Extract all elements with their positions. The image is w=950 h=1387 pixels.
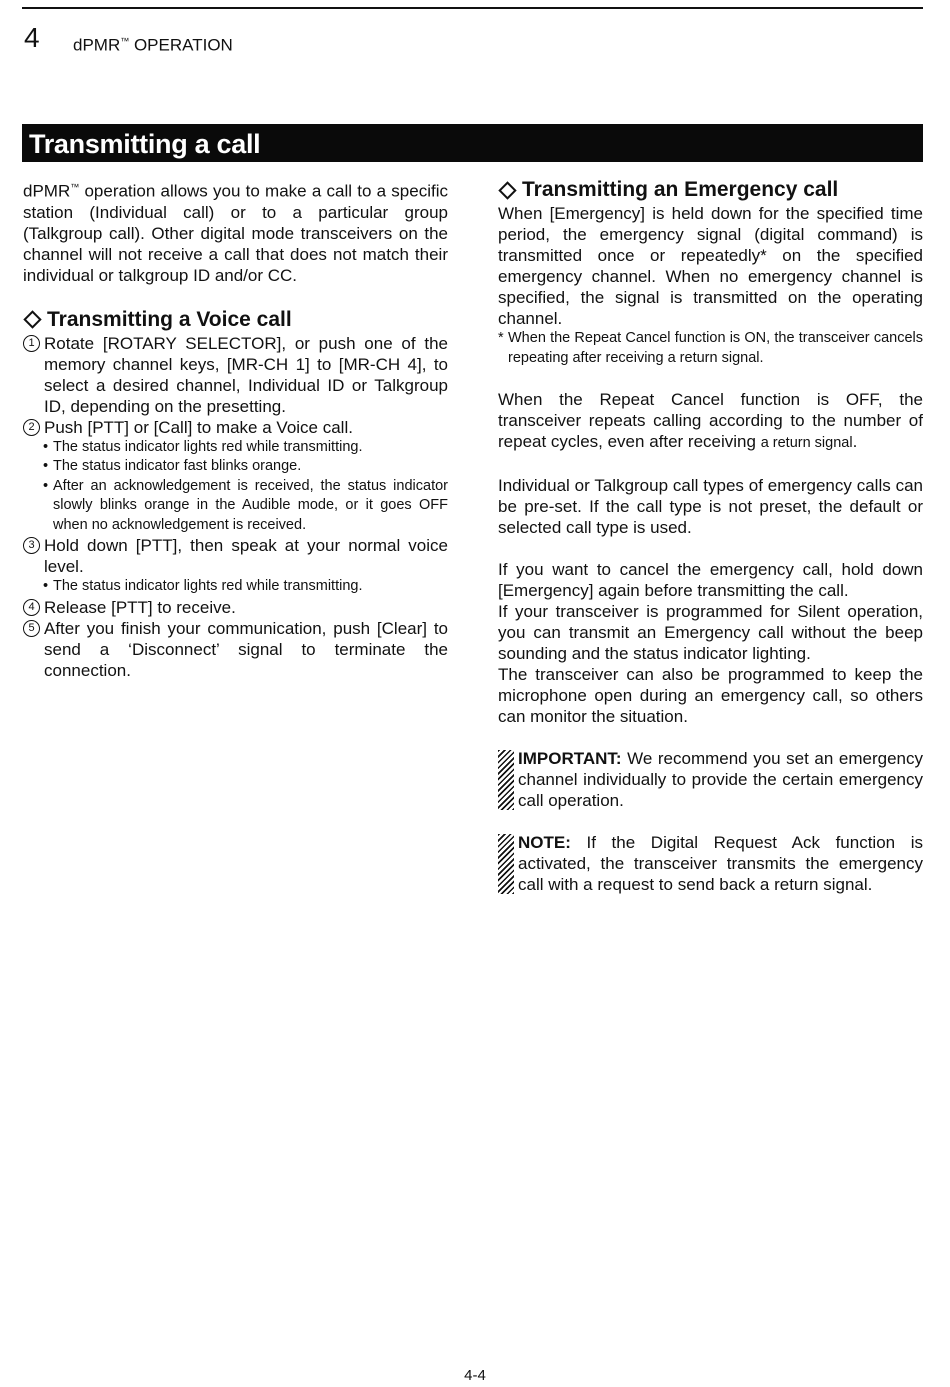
emergency-paragraph-4: If you want to cancel the emergency call, hold down [Emergency] again before transmitting the call. (498, 560, 923, 600)
step-3: 3 Hold down [PTT], then speak at your normal voice level. (23, 535, 448, 577)
emergency-paragraph-3: Individual or Talkgroup call types of emergency calls can be pre-set. If the call type is not preset, the default or selected call type is used. (498, 476, 923, 537)
hatch-icon (498, 750, 514, 810)
step-number-icon: 4 (23, 599, 40, 616)
emergency-paragraph-2: When the Repeat Cancel function is OFF, the transceiver repeats calling according to the number of repeat cycles, even after receiving a return signal. (498, 390, 923, 451)
step-1: 1 Rotate [ROTARY SELECTOR], or push one of the memory channel keys, [MR-CH 1] to [MR-CH 4], to select a desired channel, Individual ID or Talkgroup ID, depending on the presetting. (23, 333, 448, 417)
voice-call-heading: Transmitting a Voice call (23, 307, 448, 333)
chapter-title: dPMR™ OPERATION (73, 35, 233, 55)
right-column (498, 177, 923, 895)
hatch-icon (498, 834, 514, 894)
section-banner: Transmitting a call (22, 124, 923, 162)
emergency-call-heading: Transmitting an Emergency call (498, 177, 923, 203)
footnote: * When the Repeat Cancel function is ON, the transceiver cancels repeating after receiving a return signal. (498, 330, 923, 366)
emergency-paragraph-6: The transceiver can also be programmed to keep the microphone open during an emergency call, so others can monitor the situation. (498, 665, 923, 726)
bullet-item: • The status indicator fast blinks orange. (43, 458, 302, 475)
step-number-icon: 2 (23, 419, 40, 436)
chapter-number: 4 (24, 22, 40, 53)
diamond-icon (23, 310, 41, 328)
header-rule (22, 7, 923, 9)
intro-paragraph: dPMR™ operation allows you to make a call to a specific station (Individual call) or to a particular group (Talkgroup call). Other digital mode transceivers on the channel will not receive a call that does not match their individual or talkgroup ID and/or CC. (23, 181, 448, 285)
step-number-icon: 3 (23, 537, 40, 554)
bullet-item: • The status indicator lights red while transmitting. (43, 578, 363, 595)
step-5: 5 After you finish your communication, push [Clear] to send a ‘Disconnect’ signal to terminate the connection. (23, 618, 448, 681)
emergency-paragraph-1: When [Emergency] is held down for the specified time period, the emergency signal (digital command) is transmitted once or repeatedly* on the specified emergency channel. When no emergency channel is specified, the signal is transmitted on the operating channel. (498, 204, 923, 328)
bullet-item: • The status indicator lights red while transmitting. (43, 438, 363, 455)
diamond-icon (498, 181, 516, 199)
important-callout: IMPORTANT: We recommend you set an emergency channel individually to provide the certain emergency call operation. (498, 748, 923, 811)
left-column (23, 177, 448, 681)
step-number-icon: 1 (23, 335, 40, 352)
step-number-icon: 5 (23, 620, 40, 637)
emergency-paragraph-5: If your transceiver is programmed for Silent operation, you can transmit an Emergency call without the beep sounding and the status indicator lighting. (498, 602, 923, 663)
page-number: 4-4 (464, 1367, 486, 1384)
bullet-item: • After an acknowledgement is received, the status indicator slowly blinks orange in the Audible mode, or it goes OFF when no acknowledgement is received. (43, 477, 448, 533)
step-2: 2 Push [PTT] or [Call] to make a Voice call. (23, 417, 448, 438)
step-4: 4 Release [PTT] to receive. (23, 597, 448, 618)
note-callout: NOTE: If the Digital Request Ack function is activated, the transceiver transmits the emergency call with a request to send back a return signal. (498, 832, 923, 895)
